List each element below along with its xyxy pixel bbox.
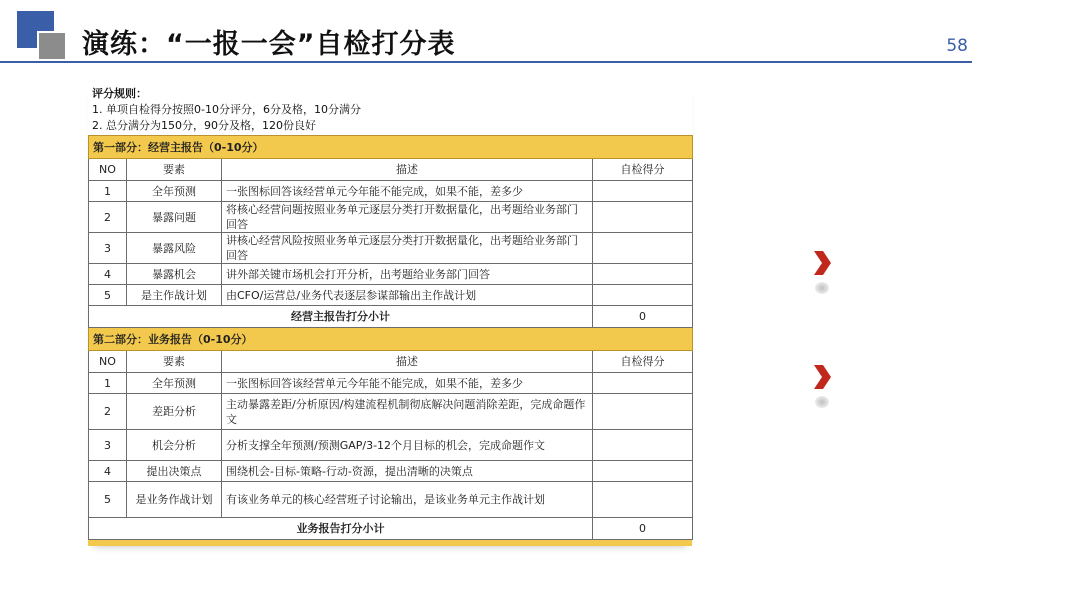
subtotal-value: 0: [593, 306, 693, 328]
row-number: 2: [89, 202, 127, 233]
row-element: 机会分析: [127, 430, 222, 461]
row-number: 3: [89, 233, 127, 264]
row-element: 全年预测: [127, 181, 222, 202]
subtotal-row: [89, 518, 693, 540]
column-header-no: NO: [89, 159, 127, 181]
section-header: [89, 136, 693, 159]
row-description: 一张图标回答该经营单元今年能不能完成，如果不能，差多少: [222, 373, 593, 394]
row-description: 有该业务单元的核心经营班子讨论输出，是该业务单元主作战计划: [222, 482, 593, 518]
title-divider: [0, 61, 972, 63]
row-element: 暴露问题: [127, 202, 222, 233]
table-row: [89, 264, 693, 285]
row-element: 差距分析: [127, 394, 222, 430]
row-description: 一张图标回答该经营单元今年能不能完成，如果不能，差多少: [222, 181, 593, 202]
table-row: [89, 373, 693, 394]
column-header-row: [89, 159, 693, 181]
column-header-row: [89, 351, 693, 373]
slide-title: 演练：“一报一会”自检打分表: [82, 29, 456, 60]
arrow-shadow: [815, 282, 829, 294]
row-number: 2: [89, 394, 127, 430]
rules-title: 评分规则：: [92, 87, 147, 100]
column-header-element: 要素: [127, 159, 222, 181]
table-row: [89, 181, 693, 202]
row-description: 围绕机会-目标-策略-行动-资源，提出清晰的决策点: [222, 461, 593, 482]
table-row: [89, 482, 693, 518]
section-title: 第一部分：经营主报告（0-10分）: [89, 136, 693, 159]
page-number: 58: [946, 36, 968, 56]
table-bottom-band: [88, 540, 692, 546]
column-header-score: 自检得分: [593, 159, 693, 181]
row-description: 主动暴露差距/分析原因/构建流程机制彻底解决问题消除差距，完成命题作文: [222, 394, 593, 430]
section-title: 第二部分：业务报告（0-10分）: [89, 328, 693, 351]
row-score: [593, 373, 693, 394]
chevron-right-icon: [811, 364, 833, 390]
row-element: 暴露机会: [127, 264, 222, 285]
row-score: [593, 285, 693, 306]
row-description: 讲核心经营风险按照业务单元逐层分类打开数据量化，出考题给业务部门回答: [222, 233, 593, 264]
row-element: 提出决策点: [127, 461, 222, 482]
subtotal-value: 0: [593, 518, 693, 540]
row-score: [593, 233, 693, 264]
row-element: 全年预测: [127, 373, 222, 394]
rule-item: 2. 总分满分为150分，90分及格，120份良好: [92, 119, 316, 132]
score-table-body: [89, 136, 693, 540]
column-header-score: 自检得分: [593, 351, 693, 373]
table-row: [89, 461, 693, 482]
row-number: 5: [89, 482, 127, 518]
column-header-description: 描述: [222, 159, 593, 181]
table-row: [89, 233, 693, 264]
row-score: [593, 181, 693, 202]
rule-item: 1. 单项自检得分按照0-10分评分，6分及格，10分满分: [92, 103, 361, 116]
row-number: 4: [89, 264, 127, 285]
table-row: [89, 430, 693, 461]
column-header-element: 要素: [127, 351, 222, 373]
row-number: 1: [89, 373, 127, 394]
row-score: [593, 394, 693, 430]
subtotal-label: 业务报告打分小计: [89, 518, 593, 540]
logo-square-gray: [37, 31, 67, 61]
row-element: 是业务作战计划: [127, 482, 222, 518]
table-row: [89, 285, 693, 306]
arrow-shadow: [815, 396, 829, 408]
row-score: [593, 482, 693, 518]
section-header: [89, 328, 693, 351]
row-description: 分析支撑全年预测/预测GAP/3-12个月目标的机会，完成命题作文: [222, 430, 593, 461]
row-description: 讲外部关键市场机会打开分析，出考题给业务部门回答: [222, 264, 593, 285]
row-element: 暴露风险: [127, 233, 222, 264]
row-number: 5: [89, 285, 127, 306]
score-table: [88, 135, 693, 540]
row-description: 由CFO/运营总/业务代表逐层参谋部输出主作战计划: [222, 285, 593, 306]
score-sheet: [88, 85, 692, 546]
subtotal-label: 经营主报告打分小计: [89, 306, 593, 328]
column-header-no: NO: [89, 351, 127, 373]
row-number: 1: [89, 181, 127, 202]
scoring-rules: [88, 85, 692, 135]
row-score: [593, 264, 693, 285]
row-description: 将核心经营问题按照业务单元逐层分类打开数据量化，出考题给业务部门回答: [222, 202, 593, 233]
row-score: [593, 461, 693, 482]
row-score: [593, 430, 693, 461]
row-number: 4: [89, 461, 127, 482]
row-number: 3: [89, 430, 127, 461]
subtotal-row: [89, 306, 693, 328]
table-row: [89, 202, 693, 233]
row-score: [593, 202, 693, 233]
table-row: [89, 394, 693, 430]
row-element: 是主作战计划: [127, 285, 222, 306]
chevron-right-icon: [811, 250, 833, 276]
column-header-description: 描述: [222, 351, 593, 373]
